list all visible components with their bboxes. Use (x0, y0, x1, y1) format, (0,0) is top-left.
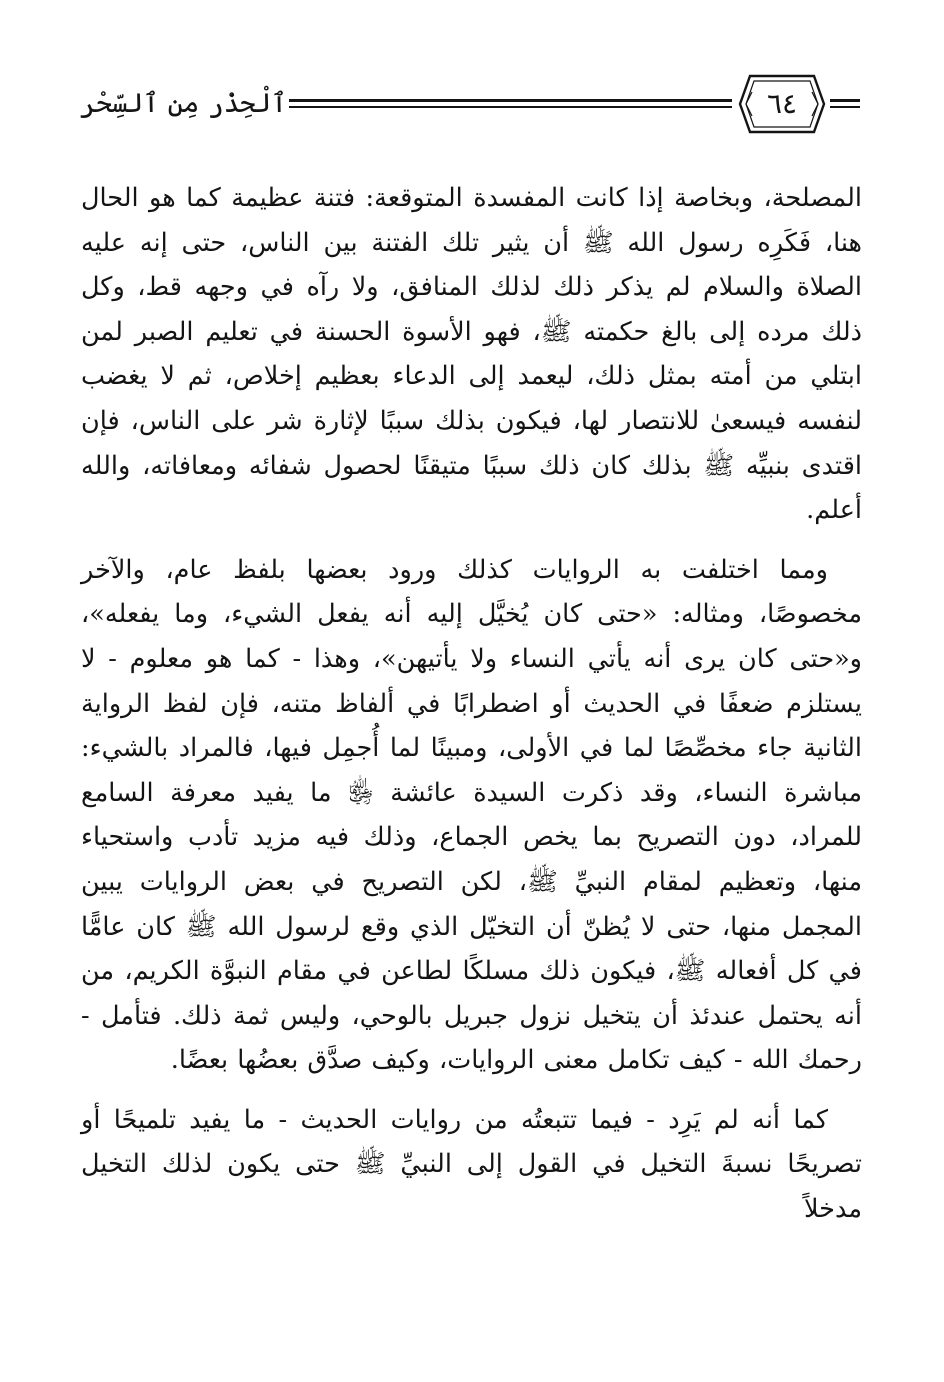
page-number-frame (738, 72, 826, 136)
paragraph-1: المصلحة، وبخاصة إذا كانت المفسدة المتوقعة: فتنة عظيمة كما هو الحال هنا، فَكَرِه رسول الله ﷺ أن يثير تلك الفتنة بين الناس، حتى إنه عليه الصلاة والسلام لم يذكر ذلك لذلك المنافق، ولا رآه في وجهه قط، وكل ذلك مرده إلى بالغ حكمته ﷺ، فهو الأسوة الحسنة في تعليم الصبر لمن ابتلي من أمته بمثل ذلك، ليعمد إلى الدعاء بعظيم إخلاص، ثم لا يغضب لنفسه فيسعىٰ للانتصار لها، فيكون بذلك سببًا لإثارة شر على الناس، فإن اقتدى بنبيِّه ﷺ بذلك كان ذلك سببًا متيقنًا لحصول شفائه ومعافاته، والله أعلم. (81, 183, 862, 526)
paragraph-3: كما أنه لم يَرِد - فيما تتبعتُه من روايات الحديث - ما يفيد تلميحًا أو تصريحًا نسبةَ التخيل في القول إلى النبيِّ ﷺ حتى يكون لذلك التخيل مدخلاً (81, 1104, 862, 1225)
page-number: ٦٤ (766, 87, 798, 120)
running-title: ٱلْحِذْر مِن ٱلسِّحْر (80, 88, 288, 119)
paragraph-2: ومما اختلفت به الروايات كذلك ورود بعضها بلفظ عام، والآخر مخصوصًا، ومثاله: «حتى كان يُخيَّل إليه أنه يفعل الشيء، وما يفعله»، و«حتى كان يرى أنه يأتي النساء ولا يأتيهن»، وهذا - كما هو معلوم - لا يستلزم ضعفًا في الحديث أو اضطرابًا في ألفاظ متنه، فإن لفظ الرواية الثانية جاء مخصِّصًا لما في الأولى، ومبينًا لما أُجمِل فيها، فالمراد بالشيء: مباشرة النساء، وقد ذكرت السيدة عائشة ﵂ ما يفيد معرفة السامع للمراد، دون التصريح بما يخص الجماع، وذلك فيه مزيد تأدب واستحياء منها، وتعظيم لمقام النبيِّ ﷺ، لكن التصريح في بعض الروايات يبين المجمل منها، حتى لا يُظنّ أن التخيّل الذي وقع لرسول الله ﷺ كان عامًّا في كل أفعاله ﷺ، فيكون ذلك مسلكًا لطاعن في مقام النبوَّة الكريم، من أنه يحتمل عندئذ أن يتخيل نزول جبريل بالوحي، وليس ثمة ذلك. فتأمل - رحمك الله - كيف تكامل معنى الروايات، وكيف صدَّق بعضُها بعضًا. (81, 554, 862, 1076)
header-rule-short (830, 99, 860, 108)
header-rule-long (289, 99, 732, 108)
page-header (80, 72, 860, 142)
main-text (81, 176, 862, 1232)
